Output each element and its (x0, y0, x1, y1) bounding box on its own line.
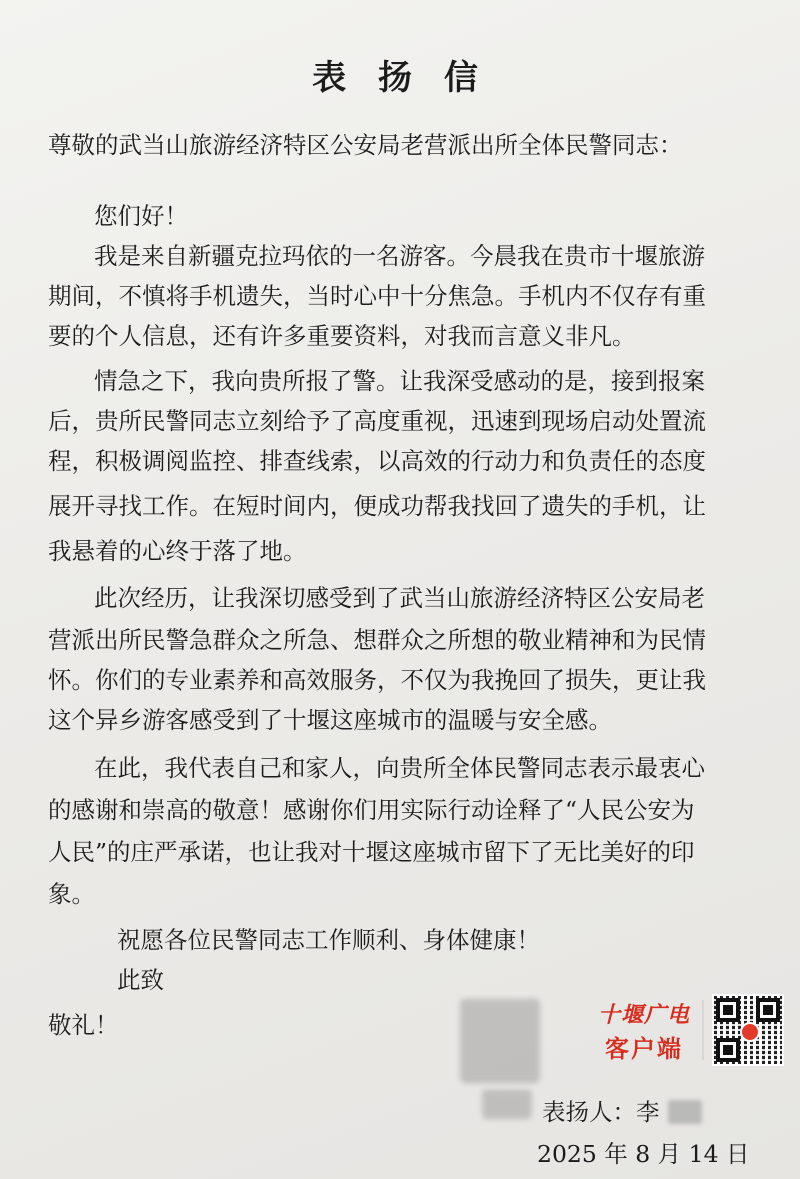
redacted-name (668, 1100, 702, 1124)
watermark-divider (702, 1000, 704, 1060)
letter-title: 表 扬 信 (312, 58, 488, 98)
body-line: 您们好！ (94, 202, 188, 230)
body-line: 我悬着的心终于落了地。 (48, 537, 307, 565)
closing-jingli: 敬礼！ (48, 1011, 119, 1039)
salutation: 尊敬的武当山旅游经济特区公安局老营派出所全体民警同志： (48, 131, 683, 159)
qr-code-icon (712, 994, 784, 1066)
qr-logo-icon (740, 1022, 760, 1042)
body-line: 我是来自新疆克拉玛依的一名游客。今晨我在贵市十堰旅游 (94, 242, 705, 270)
closing-wish: 祝愿各位民警同志工作顺利、身体健康！ (117, 926, 540, 954)
body-line: 营派出所民警急群众之所急、想群众之所想的敬业精神和为民情 (48, 626, 706, 654)
body-line: 程，积极调阅监控、排查线索，以高效的行动力和负责任的态度 (48, 447, 706, 475)
body-line: 要的个人信息，还有许多重要资料，对我而言意义非凡。 (48, 322, 636, 350)
watermark-brand-bottom: 客户端 (605, 1035, 683, 1063)
body-line: 情急之下，我向贵所报了警。让我深受感动的是，接到报案 (94, 367, 705, 395)
redacted-mark (482, 1090, 532, 1118)
body-line: 此次经历，让我深切感受到了武当山旅游经济特区公安局老 (94, 584, 705, 612)
letter-date: 2025 年 8 月 14 日 (537, 1140, 750, 1168)
body-line: 期间，不慎将手机遗失，当时心中十分焦急。手机内不仅存有重 (48, 282, 706, 310)
body-line: 在此，我代表自己和家人，向贵所全体民警同志表示最衷心 (94, 754, 705, 782)
body-line: 这个异乡游客感受到了十堰这座城市的温暖与安全感。 (48, 706, 612, 734)
body-line: 展开寻找工作。在短时间内，便成功帮我找回了遗失的手机，让 (48, 492, 706, 520)
watermark-brand-top: 十堰广电 (597, 1003, 690, 1028)
body-line: 怀。你们的专业素养和高效服务，不仅为我挽回了损失，更让我 (48, 666, 706, 694)
body-line: 象。 (48, 880, 95, 908)
body-line: 的感谢和崇高的敬意！感谢你们用实际行动诠释了“人民公安为 (48, 796, 695, 824)
body-line: 人民”的庄严承诺，也让我对十堰这座城市留下了无比美好的印 (48, 838, 695, 866)
closing-cizhi: 此致 (117, 966, 164, 994)
redacted-signature (460, 1000, 540, 1082)
signature-label: 表扬人：李 (542, 1098, 660, 1126)
body-line: 后，贵所民警同志立刻给予了高度重视，迅速到现场启动处置流 (48, 407, 706, 435)
